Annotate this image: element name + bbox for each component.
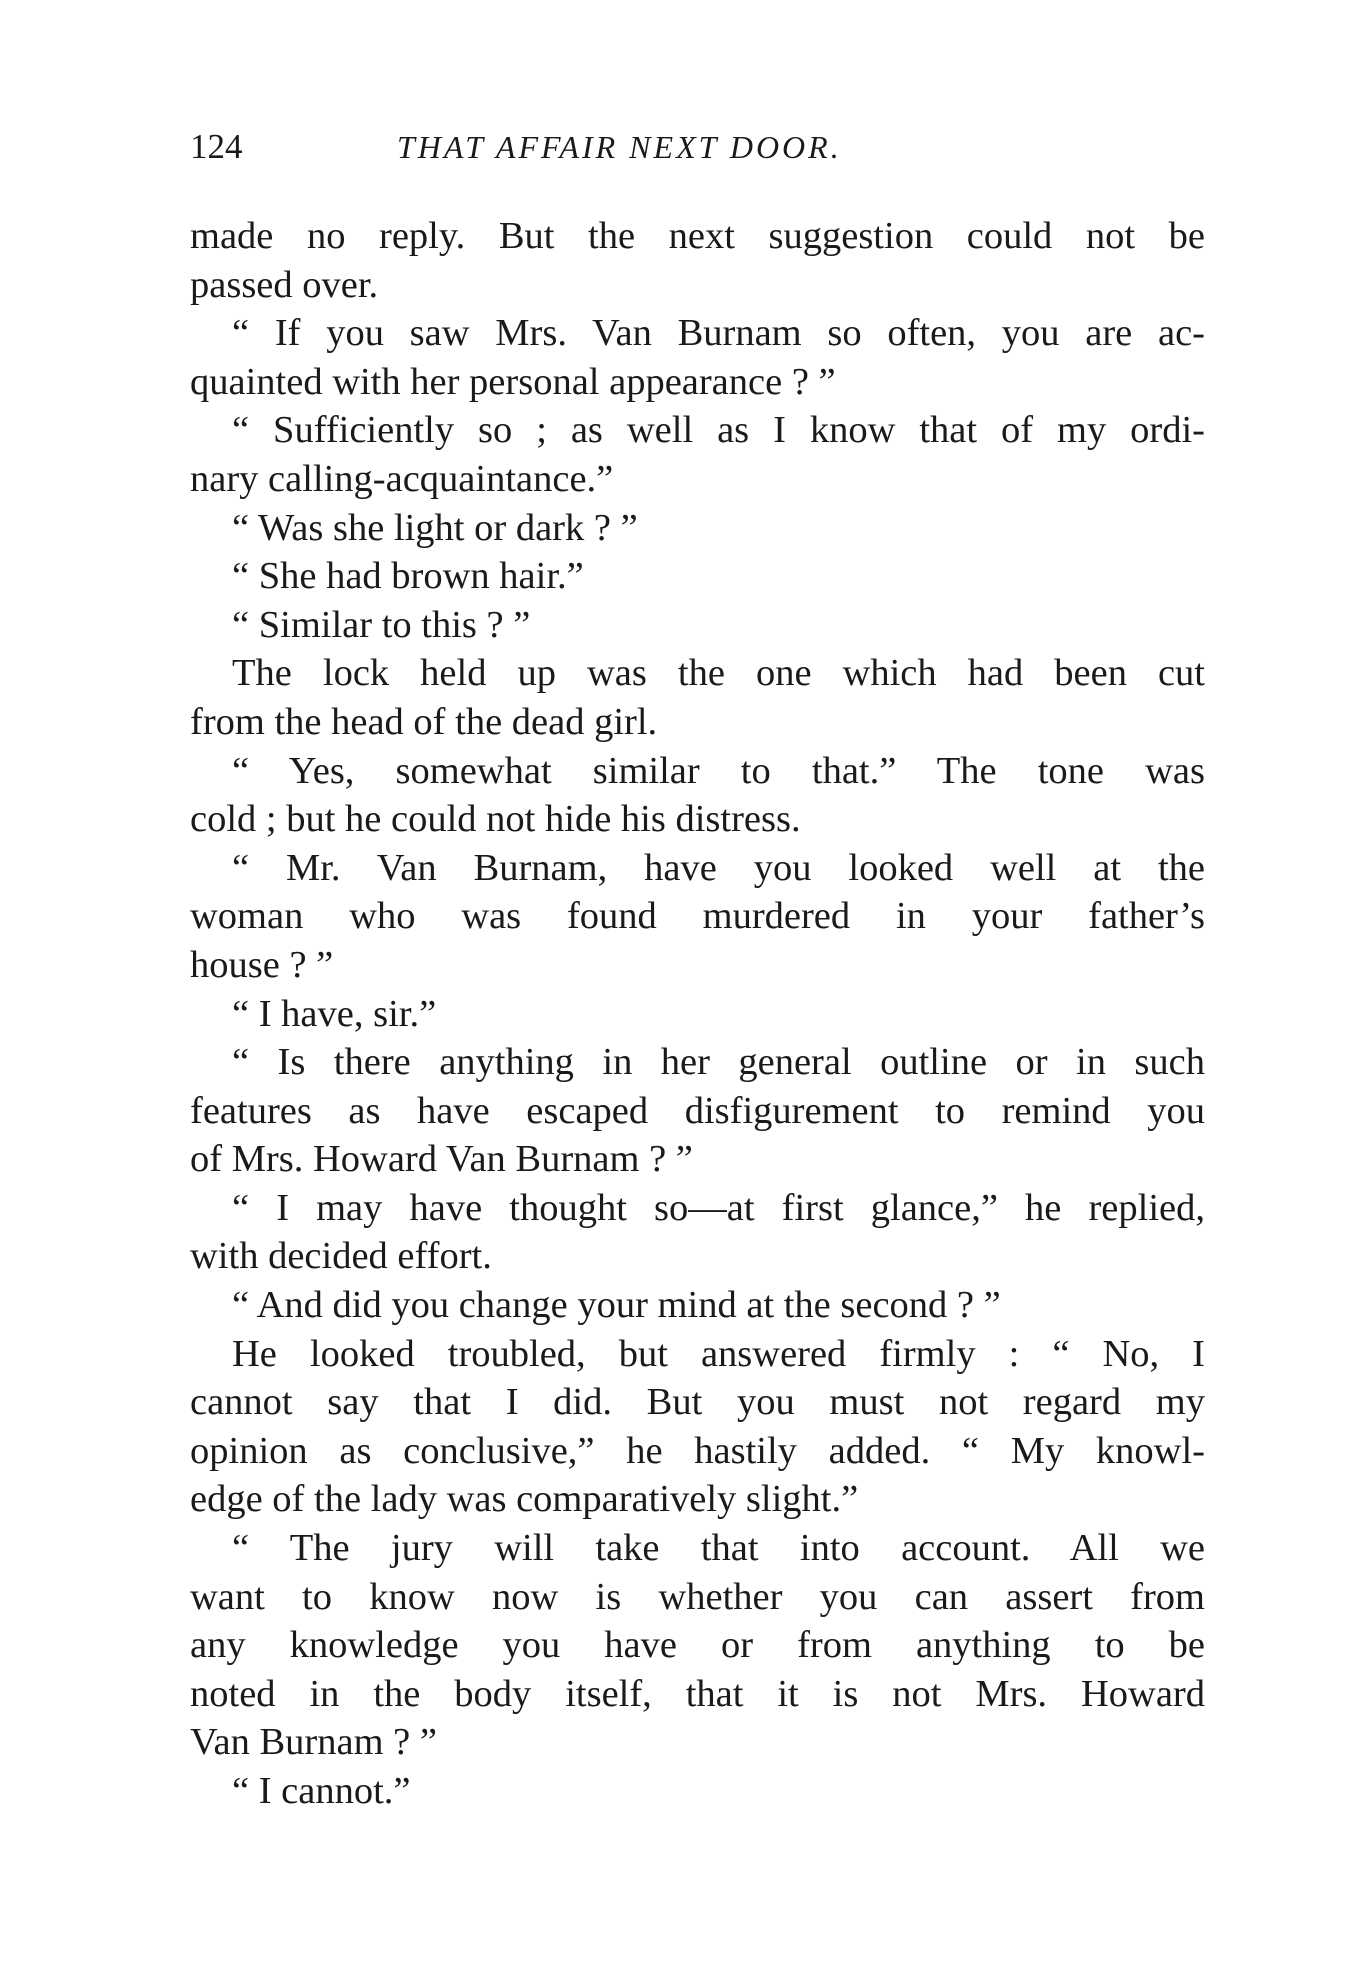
text-line: “ If you saw Mrs. Van Burnam so often, you are ac- <box>232 312 1205 355</box>
text-line: cold ; but he could not hide his distress. <box>190 798 801 841</box>
text-line: “ I have, sir.” <box>232 992 437 1035</box>
text-line: with decided effort. <box>190 1235 492 1278</box>
text-line: “ Is there anything in her general outline or in such <box>232 1041 1205 1084</box>
text-line: made no reply. But the next suggestion could not be <box>190 215 1205 257</box>
text-line: woman who was found murdered in your father’s <box>190 895 1205 938</box>
text-line: “ Sufficiently so ; as well as I know that of my ordi- <box>232 409 1205 452</box>
page-number: 124 <box>190 127 243 166</box>
text-line: features as have escaped disfigurement to remind you <box>190 1089 1205 1132</box>
text-line: “ Similar to this ? ” <box>232 603 531 646</box>
text-line: of Mrs. Howard Van Burnam ? ” <box>190 1138 693 1181</box>
page-header <box>190 122 1205 172</box>
text-line: The lock held up was the one which had been cut <box>232 652 1205 695</box>
text-line: “ Was she light or dark ? ” <box>232 506 638 549</box>
running-title: THAT AFFAIR NEXT DOOR. <box>397 129 842 165</box>
text-line: want to know now is whether you can assert from <box>190 1575 1205 1618</box>
text-line: “ And did you change your mind at the second ? ” <box>232 1284 1001 1327</box>
text-line: noted in the body itself, that it is not Mrs. Howard <box>190 1672 1205 1715</box>
text-line: quainted with her personal appearance ? ” <box>190 360 836 403</box>
text-line: He looked troubled, but answered firmly : “ No, I <box>232 1332 1205 1375</box>
text-line: “ She had brown hair.” <box>232 555 584 598</box>
body-text <box>190 212 1205 1816</box>
text-line: any knowledge you have or from anything to be <box>190 1624 1205 1667</box>
text-line: “ Mr. Van Burnam, have you looked well at the <box>232 846 1205 889</box>
text-line: “ Yes, somewhat similar to that.” The tone was <box>232 749 1205 792</box>
text-line: from the head of the dead girl. <box>190 700 658 743</box>
text-line: opinion as conclusive,” he hastily added. “ My knowl- <box>190 1429 1205 1472</box>
text-line: house ? ” <box>190 943 334 986</box>
text-line: nary calling-acquaintance.” <box>190 457 614 500</box>
text-line: edge of the lady was comparatively slight.” <box>190 1478 859 1521</box>
text-line: “ I cannot.” <box>232 1770 411 1812</box>
text-line: Van Burnam ? ” <box>190 1721 437 1764</box>
text-line: “ The jury will take that into account. All we <box>232 1527 1205 1570</box>
text-line: passed over. <box>190 263 379 306</box>
text-line: cannot say that I did. But you must not regard my <box>190 1381 1205 1424</box>
text-line: “ I may have thought so—at first glance,” he replied, <box>232 1186 1205 1229</box>
